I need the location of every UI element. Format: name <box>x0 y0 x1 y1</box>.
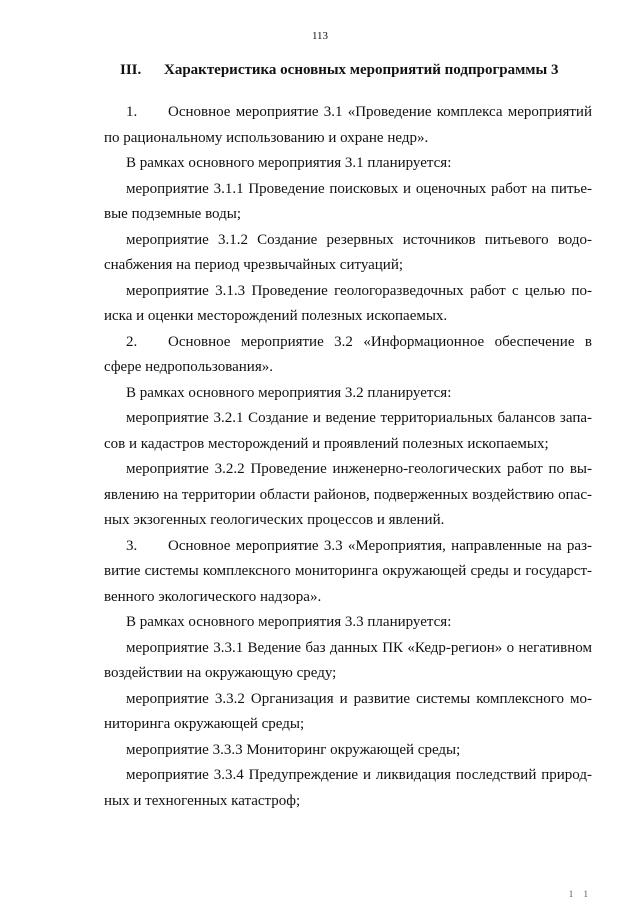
paragraph-line: В рамках основного мероприятия 3.1 планируется: <box>126 155 452 171</box>
paragraph-text: Основное мероприятие 3.3 «Мероприятия, направленные на раз- <box>168 537 592 554</box>
page-number: 113 <box>311 30 329 42</box>
paragraph-line: венного экологического надзора». <box>104 588 322 605</box>
document-body <box>104 100 592 814</box>
paragraph-line <box>104 100 592 126</box>
corner-mark: 1 1 <box>568 889 592 899</box>
paragraph-line: снабжения на период чрезвычайных ситуаций; <box>104 257 404 273</box>
paragraph-line: мероприятие 3.1.3 Проведение геологоразведочных работ с целью по- <box>126 282 592 299</box>
paragraph-line: мероприятие 3.3.3 Мониторинг окружающей среды; <box>126 741 461 758</box>
item-number: 3. <box>126 537 138 554</box>
item-number: 2. <box>126 333 138 350</box>
paragraph-text: Основное мероприятие 3.2 «Информационное обеспечение в <box>168 333 592 350</box>
paragraph-line: мероприятие 3.3.1 Ведение баз данных ПК «Кедр-регион» о негативном <box>126 639 592 656</box>
paragraph-line: по рациональному использованию и охране недр». <box>104 129 429 146</box>
paragraph-line: мероприятие 3.2.2 Проведение инженерно-геологических работ по вы- <box>126 461 592 477</box>
section-title: Характеристика основных мероприятий подпрограммы 3 <box>164 62 559 78</box>
section-number: III. <box>120 62 142 78</box>
paragraph-line: ных экзогенных геологических процессов и явлений. <box>104 512 445 528</box>
paragraph-line: вые подземные воды; <box>104 206 241 222</box>
paragraph-line: мероприятие 3.3.4 Предупреждение и ликвидация последствий природ- <box>126 767 592 783</box>
paragraph-line: воздействии на окружающую среду; <box>104 665 337 681</box>
paragraph-line: мероприятие 3.1.2 Создание резервных источников питьевого водо- <box>126 231 592 248</box>
paragraph-line: мероприятие 3.3.2 Организация и развитие системы комплексного мо- <box>126 690 592 707</box>
paragraph-line: В рамках основного мероприятия 3.3 планируется: <box>126 614 452 630</box>
paragraph-line: иска и оценки месторождений полезных ископаемых. <box>104 308 448 324</box>
item-number: 1. <box>126 104 138 120</box>
paragraph-text: Основное мероприятие 3.1 «Проведение комплекса мероприятий <box>168 104 592 120</box>
paragraph-line: мероприятие 3.2.1 Создание и ведение территориальных балансов запа- <box>126 410 592 426</box>
paragraph-line: витие системы комплексного мониторинга окружающей среды и государст- <box>104 563 592 579</box>
paragraph-line: В рамках основного мероприятия 3.2 планируется: <box>126 384 452 401</box>
paragraph-line: ниторинга окружающей среды; <box>104 716 305 732</box>
paragraph-line: мероприятие 3.1.1 Проведение поисковых и оценочных работ на питье- <box>126 180 592 197</box>
paragraph-line: явлению на территории области районов, подверженных воздействию опас- <box>104 486 592 503</box>
section-heading <box>120 62 559 79</box>
paragraph-line <box>104 534 592 560</box>
paragraph-line: сов и кадастров месторождений и проявлений полезных ископаемых; <box>104 435 549 452</box>
paragraph-line: ных и техногенных катастроф; <box>104 792 301 809</box>
paragraph-line <box>104 330 592 356</box>
paragraph-line: сфере недропользования». <box>104 359 273 375</box>
